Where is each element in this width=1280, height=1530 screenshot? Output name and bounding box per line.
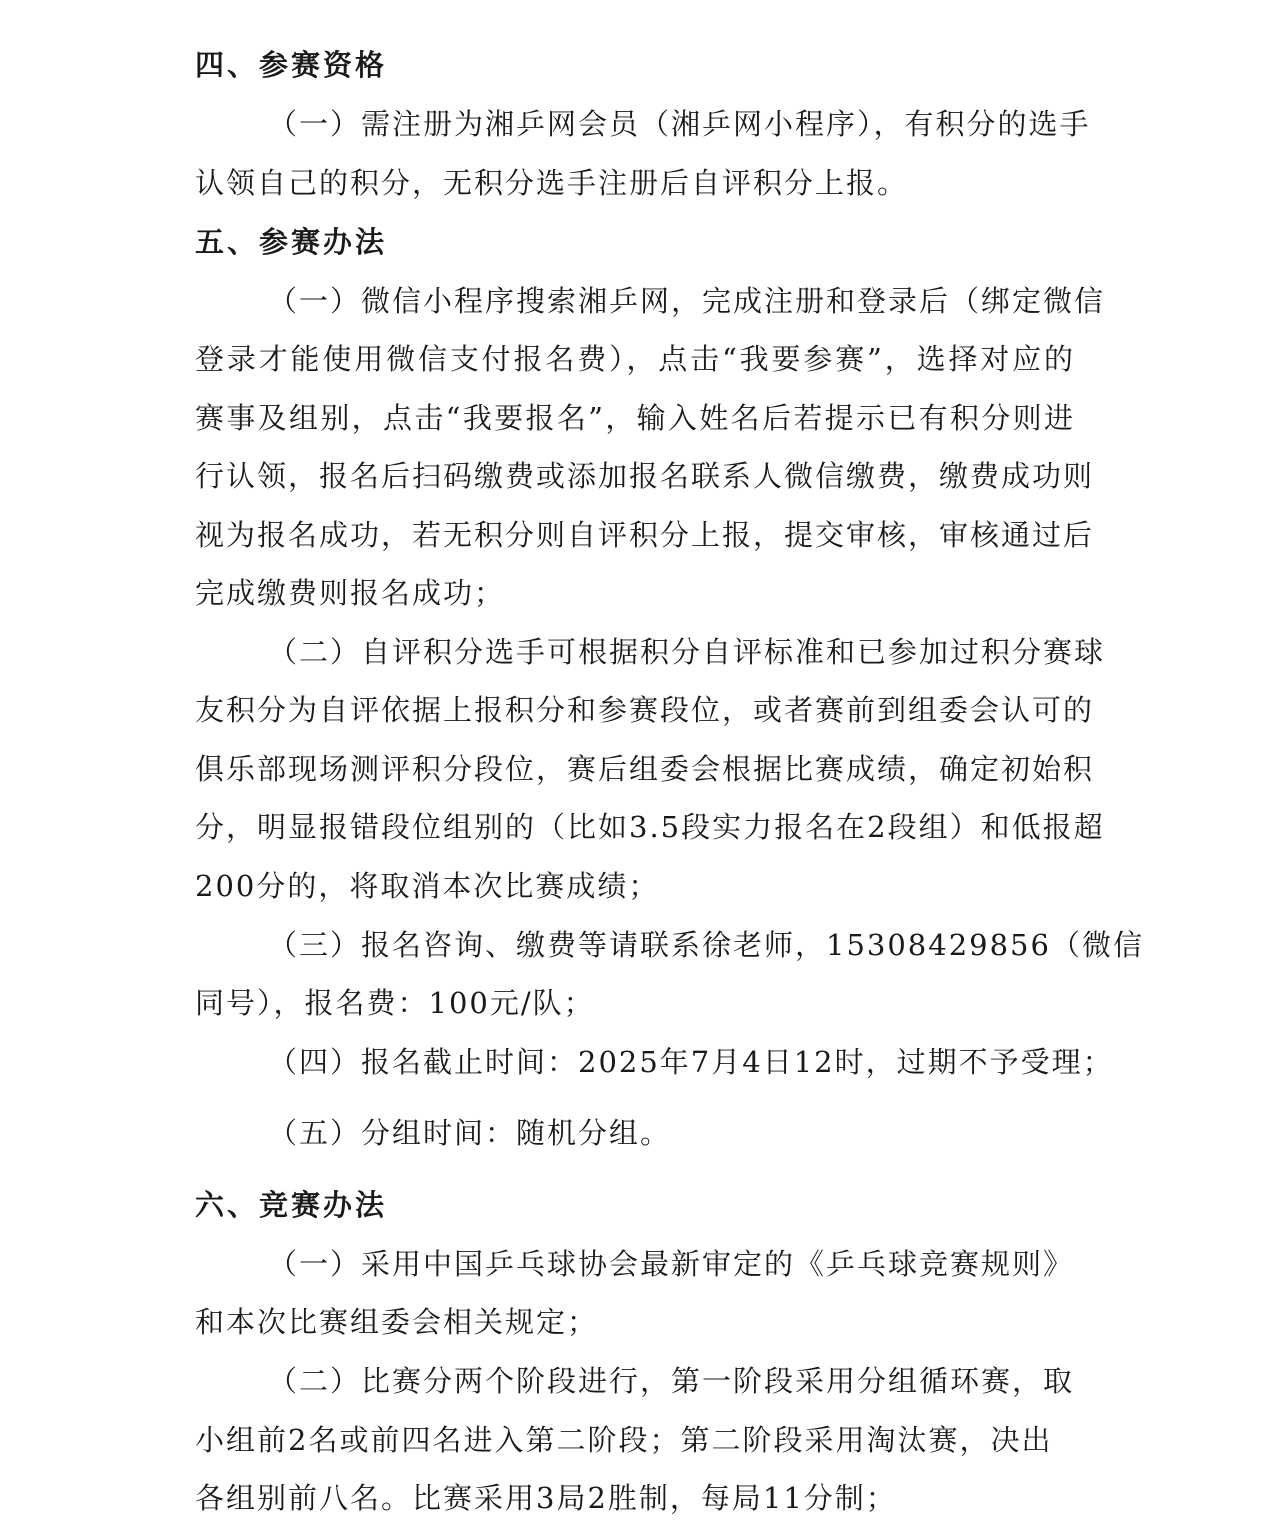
s6-p1-line-2: 和本次比赛组委会相关规定； bbox=[195, 1305, 599, 1339]
s5-p3-line-1: （三）报名咨询、缴费等请联系徐老师，15308429856（微信 bbox=[268, 928, 1144, 962]
s4-p1-line-2: 认领自己的积分，无积分选手注册后自评积分上报。 bbox=[195, 166, 909, 200]
s5-p3-line-2: 同号），报名费：100元/队； bbox=[195, 986, 595, 1020]
section-5-heading: 五、参赛办法 bbox=[195, 225, 388, 259]
section-4-heading: 四、参赛资格 bbox=[195, 48, 388, 82]
s5-p1-line-1: （一）微信小程序搜索湘乒网，完成注册和登录后（绑定微信 bbox=[268, 284, 1106, 318]
s5-p4-line: （四）报名截止时间：2025年7月4日12时，过期不予受理； bbox=[268, 1045, 1114, 1079]
section-6-heading: 六、竞赛办法 bbox=[195, 1188, 388, 1222]
s5-p5-line: （五）分组时间：随机分组。 bbox=[268, 1116, 672, 1150]
s5-p1-line-2: 登录才能使用微信支付报名费），点击“我要参赛”，选择对应的 bbox=[195, 342, 1075, 376]
s5-p2-line-3: 俱乐部现场测评积分段位，赛后组委会根据比赛成绩，确定初始积 bbox=[195, 752, 1095, 786]
s6-p2-line-1: （二）比赛分两个阶段进行，第一阶段采用分组循环赛，取 bbox=[268, 1364, 1075, 1398]
s5-p2-line-4: 分，明显报错段位组别的（比如3.5段实力报名在2段组）和低报超 bbox=[195, 810, 1105, 844]
s6-p2-line-3: 各组别前八名。比赛采用3局2胜制，每局11分制； bbox=[195, 1481, 897, 1515]
s5-p1-line-6: 完成缴费则报名成功； bbox=[195, 576, 506, 610]
s6-p2-line-2: 小组前2名或前四名进入第二阶段；第二阶段采用淘汰赛，决出 bbox=[195, 1423, 1053, 1457]
s6-p1-line-1: （一）采用中国乒乓球协会最新审定的《乒乓球竞赛规则》 bbox=[268, 1247, 1075, 1281]
s5-p1-line-3: 赛事及组别，点击“我要报名”，输入姓名后若提示已有积分则进 bbox=[195, 401, 1075, 435]
s5-p2-line-1: （二）自评积分选手可根据积分自评标准和已参加过积分赛球 bbox=[268, 635, 1106, 669]
s5-p1-line-4: 行认领，报名后扫码缴费或添加报名联系人微信缴费，缴费成功则 bbox=[195, 459, 1095, 493]
s5-p1-line-5: 视为报名成功，若无积分则自评积分上报，提交审核，审核通过后 bbox=[195, 518, 1095, 552]
s5-p2-line-2: 友积分为自评依据上报积分和参赛段位，或者赛前到组委会认可的 bbox=[195, 693, 1095, 727]
s4-p1-line-1: （一）需注册为湘乒网会员（湘乒网小程序），有积分的选手 bbox=[268, 107, 1091, 141]
s5-p2-line-5: 200分的，将取消本次比赛成绩； bbox=[195, 869, 660, 903]
